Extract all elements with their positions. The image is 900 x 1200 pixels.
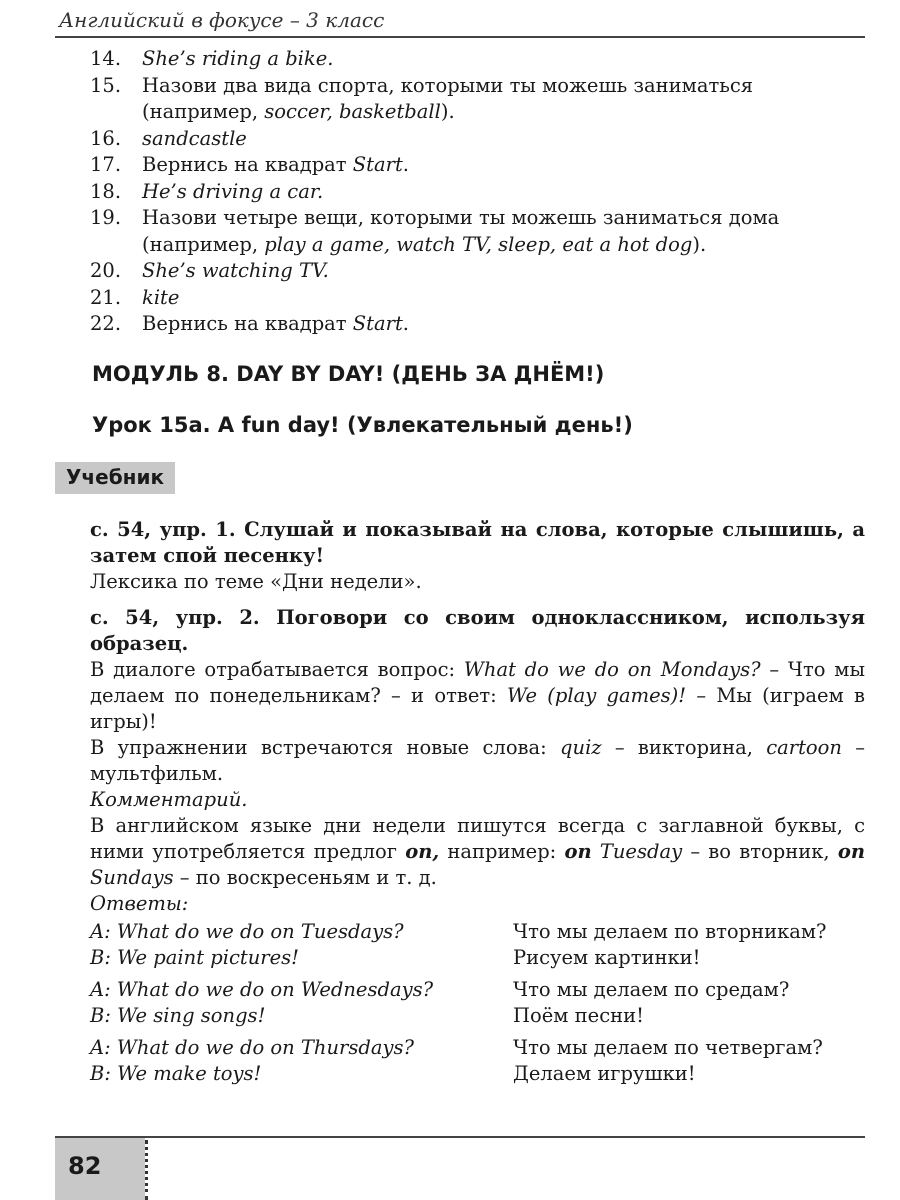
- list-item: [90, 285, 865, 312]
- list-item-number: 15.: [90, 73, 122, 97]
- list-item-number: 19.: [90, 206, 122, 229]
- answer-english: B: We make toys!: [90, 1062, 262, 1085]
- text-run: sandcastle: [142, 126, 247, 150]
- list-item: [90, 311, 865, 338]
- text-run: Комментарий.: [90, 788, 248, 811]
- lesson-title: Урок 15a. A fun day! (Увлекательный день!): [92, 413, 633, 437]
- section-tag-label: Учебник: [66, 465, 165, 489]
- text-run: Start: [352, 153, 403, 176]
- answer-russian: Поём песни!: [513, 1004, 644, 1027]
- lesson-body: [90, 517, 865, 1087]
- answer-row: [90, 1003, 865, 1029]
- answer-row: [90, 977, 865, 1003]
- list-item-number: 14.: [90, 47, 122, 70]
- text-run: Sundays: [90, 866, 174, 889]
- list-item: [90, 258, 865, 285]
- answer-english: A: What do we do on Tuesdays?: [90, 920, 404, 943]
- answer-row: [90, 945, 865, 971]
- list-item-number: 22.: [90, 312, 122, 335]
- answer-english: A: What do we do on Thursdays?: [90, 1036, 414, 1059]
- text-run: She’s watching TV.: [142, 259, 329, 282]
- text-run: Вернись на квадрат: [142, 312, 353, 335]
- page-number-box: [55, 1138, 145, 1200]
- answer-row: [90, 1035, 865, 1061]
- text-run: – мультфильм.: [90, 736, 865, 785]
- running-header: [55, 6, 865, 38]
- answer-row: [90, 1061, 865, 1087]
- text-run: She’s riding a bike.: [142, 47, 334, 70]
- text-run: В упражнении встречаются новые слова:: [90, 736, 561, 759]
- paragraphs: [90, 517, 865, 917]
- paragraph: [90, 891, 865, 917]
- paragraph: [90, 605, 865, 657]
- text-run: What do we do on Mondays?: [463, 658, 761, 681]
- answer-russian: Что мы делаем по четвергам?: [513, 1036, 823, 1059]
- list-item-number: 18.: [90, 179, 122, 203]
- text-run: например:: [439, 840, 565, 863]
- text-run: He’s driving a car.: [142, 179, 324, 203]
- text-run: Ответы:: [90, 892, 189, 915]
- text-run: soccer, basketball: [264, 100, 441, 123]
- text-run: .: [402, 153, 409, 176]
- list-item-number: 17.: [90, 153, 122, 176]
- text-run: We (play games)!: [507, 684, 687, 707]
- text-run: Вернись на квадрат: [142, 153, 353, 176]
- footer-dotted-rule: [145, 1140, 148, 1200]
- answer-english: A: What do we do on Wednesdays?: [90, 978, 434, 1001]
- text-run: – Мы (играем в игры)!: [90, 684, 866, 733]
- text-run: В английском языке дни недели пишутся всегда с заглавной буквы, с ними употребляется предлог: [90, 814, 865, 863]
- text-run: quiz: [560, 736, 602, 759]
- paragraph: [90, 569, 865, 595]
- answer-russian: Что мы делаем по средам?: [513, 978, 790, 1001]
- text-run: ).: [440, 100, 455, 123]
- answer-row: [90, 919, 865, 945]
- text-run: on,: [405, 840, 440, 863]
- text-run: В диалоге отрабатывается вопрос:: [90, 658, 464, 681]
- footer-divider: [55, 1136, 865, 1138]
- list-item: [90, 46, 865, 73]
- header-title: Английский в фокусе – 3 класс: [59, 8, 385, 32]
- answer-english: B: We sing songs!: [90, 1004, 266, 1027]
- list-item: [90, 73, 865, 126]
- text-run: ).: [692, 232, 707, 256]
- text-run: cartoon: [766, 736, 842, 759]
- text-run: с. 54, упр. 1. Слушай и показывай на слова, которые слышишь, а затем спой песенку!: [90, 518, 865, 567]
- page-number: 82: [68, 1152, 102, 1180]
- text-run: .: [402, 312, 409, 335]
- numbered-list: [90, 46, 865, 338]
- text-run: on: [564, 840, 592, 863]
- answers-dialogue: [90, 919, 865, 1087]
- list-item: [90, 126, 865, 153]
- list-item: [90, 152, 865, 179]
- text-run: Start: [352, 312, 403, 335]
- answer-russian: Рисуем картинки!: [513, 946, 701, 969]
- list-item: [90, 205, 865, 258]
- paragraph: [90, 735, 865, 787]
- paragraph: [90, 517, 865, 569]
- text-run: Лексика по теме «Дни недели».: [90, 570, 422, 593]
- answer-russian: Что мы делаем по вторникам?: [513, 920, 827, 943]
- paragraph: [90, 813, 865, 891]
- section-tag: [55, 462, 175, 494]
- answer-english: B: We paint pictures!: [90, 946, 299, 969]
- text-run: – по воскресеньям и т. д.: [173, 866, 437, 889]
- text-run: play a game, watch TV, sleep, eat a hot dog: [264, 232, 693, 256]
- answer-russian: Делаем игрушки!: [513, 1062, 696, 1085]
- text-run: Назови два вида спорта, которыми ты можешь заниматься (например,: [142, 73, 754, 123]
- list-item: [90, 179, 865, 206]
- text-run: Tuesday: [591, 840, 683, 863]
- text-run: Назови четыре вещи, которыми ты можешь заниматься дома (например,: [142, 206, 780, 256]
- text-run: с. 54, упр. 2. Поговори со своим одноклассником, используя образец.: [90, 606, 865, 655]
- paragraph-gap: [90, 595, 865, 605]
- text-run: – викторина,: [601, 736, 767, 759]
- list-item-number: 21.: [90, 285, 122, 309]
- list-item-number: 20.: [90, 259, 122, 282]
- module-title: МОДУЛЬ 8. DAY BY DAY! (ДЕНЬ ЗА ДНЁМ!): [92, 362, 605, 386]
- text-run: – во вторник,: [682, 840, 838, 863]
- paragraph: [90, 787, 865, 813]
- text-run: on: [837, 840, 865, 863]
- text-run: – Что мы делаем по понедельникам? – и ответ:: [90, 658, 865, 707]
- text-run: kite: [142, 285, 180, 309]
- paragraph: [90, 657, 865, 735]
- list-item-number: 16.: [90, 126, 122, 150]
